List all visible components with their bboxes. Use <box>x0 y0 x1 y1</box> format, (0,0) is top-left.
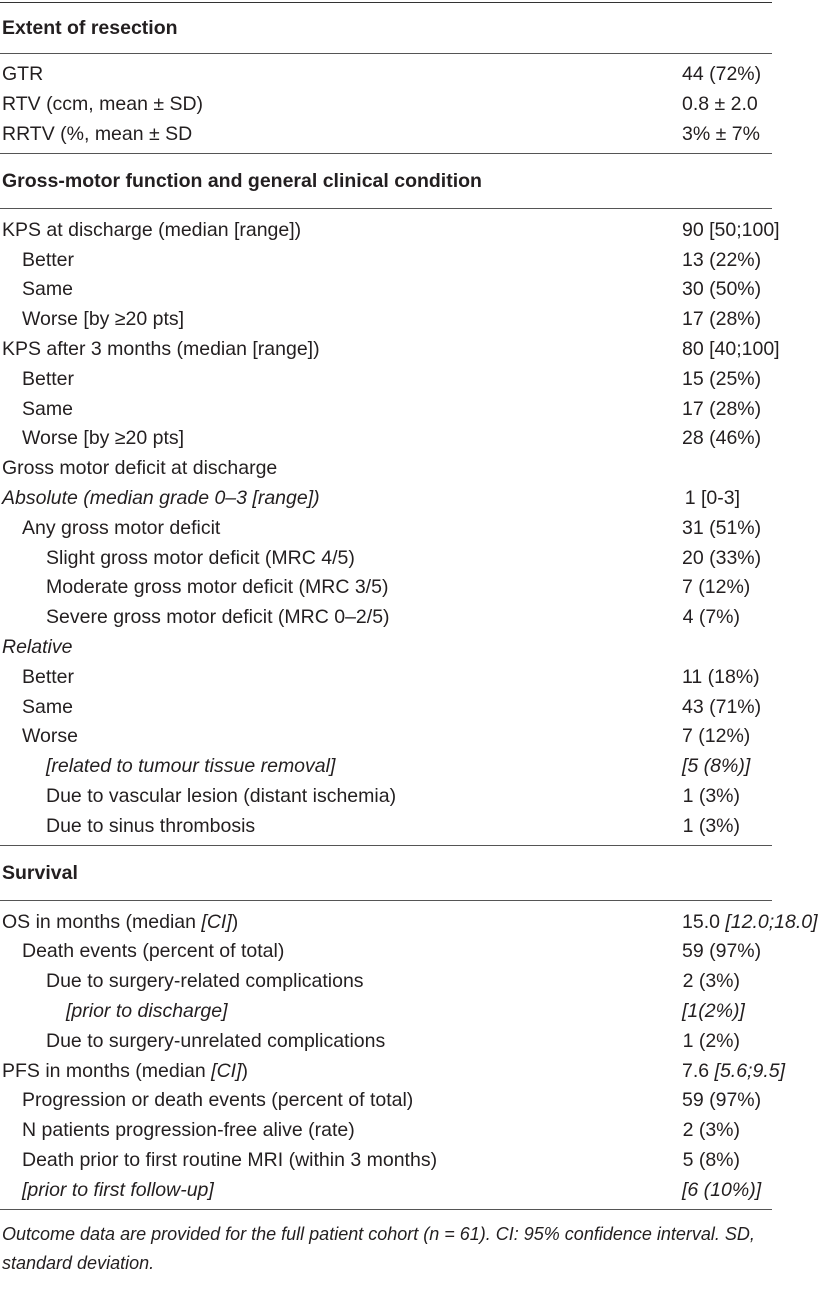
row-value: 2 (3%) <box>682 970 740 993</box>
row-value: 15.0 [12.0;18.0] <box>682 910 818 933</box>
row-value: 7 (12%) <box>682 576 751 599</box>
table-row <box>0 573 772 603</box>
table-row <box>0 1026 772 1056</box>
row-value: 44 (72%) <box>682 63 762 86</box>
row-value: 2 (3%) <box>682 1119 740 1142</box>
table-row <box>0 454 772 484</box>
row-value: 17 (28%) <box>682 308 762 331</box>
row-label: [related to tumour tissue removal] <box>46 755 336 778</box>
row-label: Due to sinus thrombosis <box>46 814 256 837</box>
row-label: Worse [by ≥20 pts] <box>22 308 185 331</box>
row-label: Worse [by ≥20 pts] <box>22 427 185 450</box>
table-body <box>0 3 818 1209</box>
row-label: Severe gross motor deficit (MRC 0–2/5) <box>46 606 390 629</box>
row-value: 3% ± 7% <box>682 122 760 145</box>
table-row <box>0 60 772 90</box>
row-label: Absolute (median grade 0–3 [range]) <box>2 486 320 509</box>
row-value: 1 (2%) <box>682 1029 740 1052</box>
row-value: 7 (12%) <box>682 725 751 748</box>
row-label: KPS at discharge (median [range]) <box>2 218 302 241</box>
row-value: 28 (46%) <box>682 427 762 450</box>
row-label: Relative <box>2 635 73 658</box>
table-row <box>0 907 818 937</box>
table-row <box>0 692 772 722</box>
row-label: Due to surgery-unrelated complications <box>46 1029 386 1052</box>
table-row <box>0 1056 785 1086</box>
table-row <box>0 752 772 782</box>
row-value: 59 (97%) <box>682 940 762 963</box>
table-row <box>0 484 772 514</box>
row-value: 4 (7%) <box>682 606 740 629</box>
row-label: Death events (percent of total) <box>22 940 285 963</box>
row-value: 7.6 [5.6;9.5] <box>682 1059 785 1082</box>
table-row <box>0 120 772 150</box>
row-label: Same <box>22 695 73 718</box>
row-value: 80 [40;100] <box>682 337 780 360</box>
table-row <box>0 603 772 633</box>
table-row <box>0 997 772 1027</box>
row-label: Gross motor deficit at discharge <box>2 457 278 480</box>
row-value: 31 (51%) <box>682 516 762 539</box>
table-row <box>0 335 780 365</box>
table-row <box>0 782 772 812</box>
row-label: Worse <box>22 725 78 748</box>
table-row <box>0 275 772 305</box>
row-value: 5 (8%) <box>682 1148 740 1171</box>
section-heading: Gross-motor function and general clinical condition <box>2 169 482 192</box>
row-value: [6 (10%)] <box>682 1178 762 1201</box>
row-value: 13 (22%) <box>682 248 762 271</box>
table-row <box>0 305 772 335</box>
row-value: 43 (71%) <box>682 695 762 718</box>
table-row <box>0 722 772 752</box>
row-label: OS in months (median [CI]) <box>2 910 239 933</box>
table-row <box>0 811 772 841</box>
row-label: Death prior to first routine MRI (within 3 months) <box>22 1148 438 1171</box>
row-value: [5 (8%)] <box>682 755 751 778</box>
row-value: 1 [0-3] <box>684 486 740 509</box>
row-value: 15 (25%) <box>682 367 762 390</box>
table-row <box>0 662 772 692</box>
section-heading: Extent of resection <box>2 16 178 39</box>
row-label: Same <box>22 278 73 301</box>
table-row <box>0 633 772 663</box>
table-row <box>0 364 772 394</box>
table-row <box>0 215 780 245</box>
row-label: Due to vascular lesion (distant ischemia) <box>46 784 397 807</box>
row-label: PFS in months (median [CI]) <box>2 1059 249 1082</box>
row-value: 1 (3%) <box>682 784 740 807</box>
row-label: KPS after 3 months (median [range]) <box>2 337 320 360</box>
section-heading: Survival <box>2 861 78 884</box>
table-row <box>0 1146 772 1176</box>
row-label: Any gross motor deficit <box>22 516 221 539</box>
table-row <box>0 1116 772 1146</box>
table-row <box>0 513 772 543</box>
row-label: RRTV (%, mean ± SD <box>2 122 193 145</box>
row-value: 59 (97%) <box>682 1089 762 1112</box>
row-label: Due to surgery-related complications <box>46 970 364 993</box>
row-label: GTR <box>2 63 44 86</box>
row-label: Better <box>22 665 75 688</box>
row-value: 30 (50%) <box>682 278 762 301</box>
row-label: [prior to first follow-up] <box>22 1178 214 1201</box>
table-row <box>0 1086 772 1116</box>
row-value: 20 (33%) <box>682 546 762 569</box>
row-value: 17 (28%) <box>682 397 762 420</box>
table-row <box>0 967 772 997</box>
row-label: Slight gross motor deficit (MRC 4/5) <box>46 546 355 569</box>
table-row <box>0 245 772 275</box>
table-row <box>0 424 772 454</box>
table-row <box>0 1175 772 1205</box>
row-value: 0.8 ± 2.0 <box>682 93 758 116</box>
table-row <box>0 543 772 573</box>
row-label: Same <box>22 397 73 420</box>
table-row <box>0 90 772 120</box>
row-label: N patients progression-free alive (rate) <box>22 1119 355 1142</box>
table-row <box>0 394 772 424</box>
outcome-table <box>0 2 818 1278</box>
row-label: Better <box>22 367 75 390</box>
row-label: RTV (ccm, mean ± SD) <box>2 93 204 116</box>
row-value: [1(2%)] <box>682 999 745 1022</box>
row-label: [prior to discharge] <box>66 999 228 1022</box>
row-value: 11 (18%) <box>682 665 760 688</box>
row-label: Progression or death events (percent of total) <box>22 1089 414 1112</box>
table-footnote: Outcome data are provided for the full patient cohort (n = 61). CI: 95% confidence interval. SD, standard deviation. <box>2 1224 755 1274</box>
row-value: 1 (3%) <box>682 814 740 837</box>
table-row <box>0 937 772 967</box>
row-value: 90 [50;100] <box>682 218 780 241</box>
row-label: Better <box>22 248 75 271</box>
row-label: Moderate gross motor deficit (MRC 3/5) <box>46 576 389 599</box>
